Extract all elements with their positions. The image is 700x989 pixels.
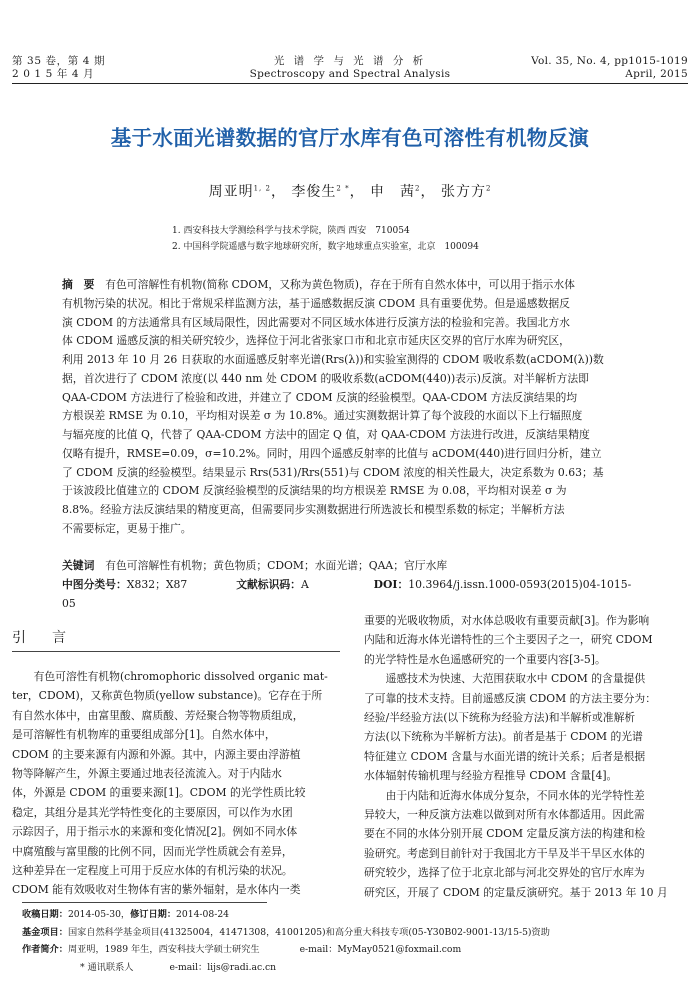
affiliations: [172, 223, 479, 255]
paragraph-line: 示踪因子，用于指示水的来源和变化情况[2]。例如不同水体: [12, 825, 298, 839]
paragraph-line: 验研究。考虑到目前针对于我国北方干旱及半干旱区水体的: [364, 846, 645, 860]
paragraph-line: 有色可溶性有机物(chromophoric dissolved organic mat-: [33, 670, 328, 683]
paragraph-line: 研究较少，选择了位于北京北部与河北交界处的官厅水库为: [364, 866, 645, 880]
received-dates: 收稿日期：2014-05-30，修订日期：2014-08-24: [22, 909, 230, 920]
paragraph-line: 了可靠的技术支持。目前遥感反演 CDOM 的方法主要分为：: [364, 691, 657, 705]
journal-name-en: Spectroscopy and Spectral Analysis: [249, 68, 451, 80]
paragraph-line: 的光学特性是水色遥感研究的一个重要内容[3-5]。: [364, 652, 606, 666]
author-4: 张方方$^2$: [440, 184, 492, 200]
footnotes: [22, 906, 550, 976]
journal-pages: [531, 55, 688, 81]
paragraph-line: 要在不同的水体分别开展 CDOM 定量反演方法的构建和检: [364, 827, 646, 841]
author-3: 申 茜$^2$: [370, 184, 421, 200]
abstract: [62, 276, 645, 539]
received-date: 2014-05-30: [67, 909, 121, 920]
paragraph-line: 异较大，一种反演方法难以做到对所有水体都适用。因此需: [364, 808, 645, 822]
corresponding-email: e-mail：lijs@radi.ac.cn: [169, 961, 277, 973]
author-1: 周亚明$^{1, 2}$: [208, 184, 271, 200]
abstract-line: 于该波段比值建立的 CDOM 反演经验模型的反演结果的均方根误差 RMSE 为 0.08，平均相对误差 σ 为: [62, 484, 567, 498]
fund-info: [22, 924, 550, 942]
paragraph-line: 物等降解产生，外源主要通过地表径流流入。对于内陆水: [12, 767, 282, 781]
paragraph-line: ter，CDOM)，又称黄色物质(yellow substance)。它存在于所: [12, 689, 323, 703]
abstract-line: 不需要标定，更易于推广。: [62, 521, 192, 535]
abstract-line: 演 CDOM 的方法通常具有区域局限性，因此需要对不同区域水体进行反演方法的检验和完善。我国北方水: [62, 315, 570, 329]
abstract-line: QAA-CDOM 方法进行了检验和改进，并建立了 CDOM 反演的经验模型。QAA-CDOM 方法反演结果的均: [62, 390, 578, 404]
paragraph-line: 重要的光吸收物质，对水体总吸收有重要贡献[3]。作为影响: [364, 614, 650, 627]
abstract-line: 仅略有提升，RMSE=0.09，σ=10.2%。同时，用四个遥感反射率的比值与 aCDOM(440)进行回归分析，建立: [62, 446, 602, 460]
abstract-line: 有机物污染的状况。相比于常规采样监测方法，基于遥感数据反演 CDOM 具有重要优势。但是遥感数据反: [62, 296, 570, 310]
corresponding-author: [22, 959, 550, 977]
author-bio-text: 周亚明，1989 年生，西安科技大学硕士研究生: [67, 944, 260, 955]
paragraph-line: 特征建立 CDOM 含量与水面光谱的统计关系；后者是根据: [364, 749, 646, 763]
affiliation-2: 2. 中国科学院遥感与数字地球研究所，数字地球重点实验室，北京 100094: [172, 242, 479, 252]
paragraph-line: 经验/半经验方法(以下统称为经验方法)和半解析或准解析: [364, 711, 636, 725]
paragraph-line: 方法(以下统称为半解析方法)。前者是基于 CDOM 的光谱: [364, 730, 643, 744]
paragraph-line: 研究区，开展了 CDOM 的定量反演研究。基于 2013 年 10 月: [364, 885, 668, 899]
header-rule: [12, 83, 688, 84]
paragraph-line: 内陆和近海水体光谱特性的三个主要因子之一，研究 CDOM: [364, 633, 653, 647]
paragraph-line: 遥感技术为快速、大范围获取水中 CDOM 的含量提供: [385, 672, 646, 686]
affiliation-1: 1. 西安科技大学测绘科学与技术学院，陕西 西安 710054: [172, 226, 410, 236]
classification: [62, 575, 645, 613]
left-column: [12, 667, 342, 900]
paper-title: 基于水面光谱数据的官厅水库有色可溶性有机物反演: [110, 126, 590, 150]
journal-name-cn: 光 谱 学 与 光 谱 分 析: [273, 55, 427, 67]
author-list: 周亚明$^{1, 2}$， 李俊生$^{2 *}$， 申 茜$^2$， 张方方$^2$: [208, 184, 492, 200]
author-bio-label: 作者简介：: [22, 944, 68, 955]
abstract-line: 有色可溶解性有机物(简称 CDOM，又称为黄色物质)，存在于所有自然水体中，可以用于指示水体: [105, 278, 575, 291]
paragraph-line: 这种差异在一定程度上可用于反应水体的有机污染的状况。: [12, 864, 293, 878]
paragraph-line: 有自然水体中，由富里酸、腐质酸、芳烃聚合物等物质组成，: [12, 708, 304, 722]
received-label: 收稿日期：: [22, 909, 68, 920]
clc-label: 中图分类号：: [62, 578, 127, 591]
intro-rule: [12, 651, 340, 652]
corresponding-label: * 通讯联系人: [80, 961, 134, 973]
section-heading-introduction: 引 言: [12, 630, 72, 646]
clc-value: X832；X87: [126, 578, 188, 591]
publish-date-cn: 2 0 1 5 年 4 月: [12, 68, 95, 80]
abstract-line: 了 CDOM 反演的经验模型。结果显示 Rrs(531)/Rrs(551)与 CDOM 浓度的相关性最大，决定系数为 0.63；基: [62, 465, 604, 479]
doi-label: DOI：: [373, 578, 409, 591]
fund-label: 基金项目：: [22, 926, 68, 938]
publish-date-en: April, 2015: [625, 68, 688, 80]
abstract-line: 8.8%。经验方法反演结果的精度更高，但需要同步实测数据进行所选波长和模型系数的标定；半解析方法: [62, 503, 565, 516]
paragraph-line: 稳定，其组分是其光学特性变化的主要原因，可以作为水团: [12, 805, 293, 819]
keywords-text: 有色可溶解性有机物；黄色物质；CDOM；水面光谱；QAA；官厅水库: [105, 559, 448, 572]
paragraph-line: 水体辐射传输机理与经验方程推导 CDOM 含量[4]。: [364, 769, 618, 783]
abstract-line: 方根误差 RMSE 为 0.10，平均相对误差 σ 为 10.8%。通过实测数据计算了每个波段的水面以下上行辐照度: [62, 409, 583, 423]
doi-value: 10.3964/j.issn.1000-0593(2015)04-1015-05: [62, 578, 632, 610]
paragraph-line: 是可溶解性有机物库的重要组成部分[1]。自然水体中，: [12, 728, 276, 742]
abstract-line: 利用 2013 年 10 月 26 日获取的水面遥感反射率光谱(Rrs(λ))和实验室测得的 CDOM 吸收系数(aCDOM(λ))数: [62, 353, 604, 366]
abstract-label: 摘 要: [62, 278, 95, 291]
author-email: e-mail：MyMay0521@foxmail.com: [299, 944, 462, 955]
doc-code-label: 文献标识码：: [236, 578, 301, 591]
keywords-label: 关键词: [62, 559, 95, 572]
right-column: [364, 611, 688, 902]
volume-issue: 第 35 卷，第 4 期: [12, 55, 106, 67]
paragraph-line: 由于内陆和近海水体成分复杂，不同水体的光学特性差: [385, 788, 645, 802]
abstract-line: 据，首次进行了 CDOM 浓度(以 440 nm 处 CDOM 的吸收系数(aCDOM(440))表示)反演。对半解析方法即: [62, 371, 589, 385]
revised-label: 修订日期：: [130, 909, 177, 920]
abstract-line: 与辐亮度的比值 Q，代替了 QAA-CDOM 方法中的固定 Q 值，对 QAA-CDOM 方法进行改进，反演结果精度: [62, 428, 590, 441]
paragraph-line: CDOM 的主要来源有内源和外源。其中，内源主要由浮游植: [12, 747, 301, 761]
author-2: 李俊生$^{2 *}$: [291, 184, 350, 200]
volume-pages-en: Vol. 35, No. 4, pp1015-1019: [531, 55, 688, 67]
doc-code-value: A: [300, 578, 309, 591]
paragraph-line: CDOM 能有效吸收对生物体有害的紫外辐射，是水体内一类: [12, 883, 301, 897]
keywords: [62, 556, 645, 575]
footnote-rule: [22, 902, 267, 903]
revised-date: 2014-08-24: [176, 909, 230, 920]
author-bio: [22, 941, 550, 959]
fund-text: 国家自然科学基金项目(41325004，41471308，41001205)和高分重大科技专项(05-Y30B02-9001-13/15-5)资助: [67, 926, 550, 938]
abstract-line: 体 CDOM 遥感反演的相关研究较少，选择位于河北省张家口市和北京市延庆区交界的官厅水库为研究区，: [62, 334, 570, 348]
paragraph-line: 中腐殖酸与富里酸的比例不同，因而光学性质就会有差异，: [12, 844, 293, 858]
paragraph-line: 体，外源是 CDOM 的重要来源[1]。CDOM 的光学性质比较: [12, 786, 306, 800]
